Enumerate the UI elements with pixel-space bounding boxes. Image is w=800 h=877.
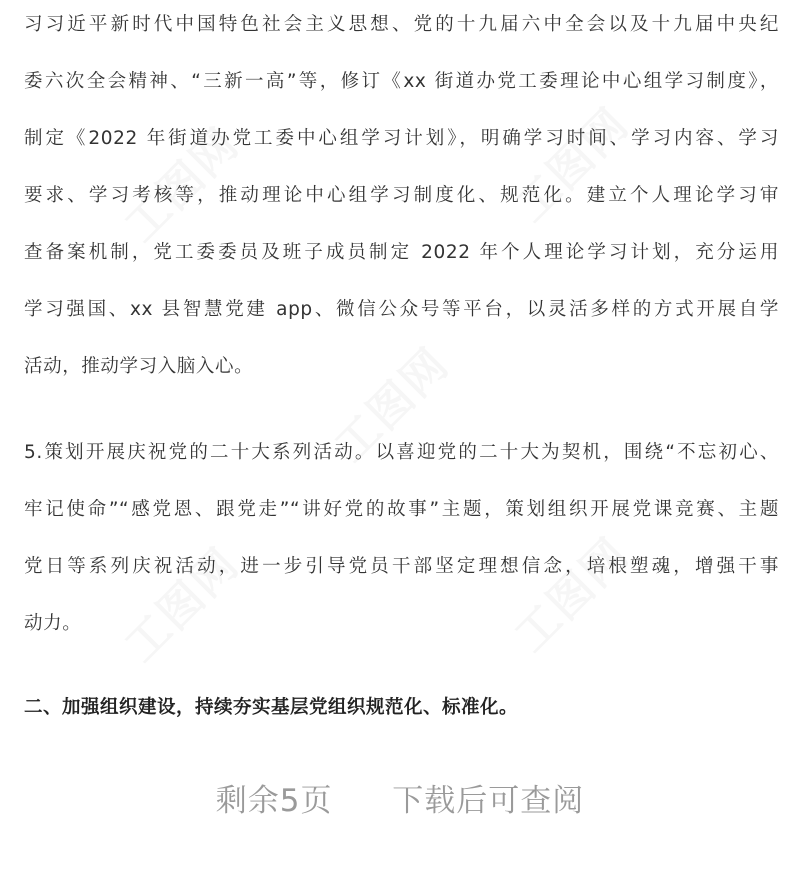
remaining-pages-count[interactable]: 剩余5页 [215,783,333,819]
remaining-pages-prompt[interactable] [0,775,800,820]
text-line: 5.策划开展庆祝党的二十大系列活动。以喜迎党的二十大为契机，围绕“不忘初心、 [24,442,779,463]
paragraph-celebration-activities [24,424,779,652]
text-line: 学习强国、xx 县智慧党建 app、微信公众号等平台，以灵活多样的方式开展自学 [24,299,779,320]
text-line: 查备案机制，党工委委员及班子成员制定 2022 年个人理论学习计划，充分运用 [24,242,779,263]
text-line: 要求、学习考核等，推动理论中心组学习制度化、规范化。建立个人理论学习审 [24,185,779,206]
text-line: 委六次全会精神、“三新一高”等，修订《xx 街道办党工委理论中心组学习制度》， [24,71,779,92]
paragraph-study-system [24,0,779,395]
watermark: 工图网 [505,528,640,663]
watermark: 工图网 [325,338,460,473]
watermark: 工图网 [505,98,640,233]
text-line: 习习近平新时代中国特色社会主义思想、党的十九届六中全会以及十九届中央纪 [24,14,779,35]
watermark: 工图网 [115,538,250,673]
text-line: 牢记使命”“感党恩、跟党走”“讲好党的故事”主题，策划组织开展党课竞赛、主题 [24,499,779,520]
watermark: 工图网 [115,118,250,253]
section-heading: 二、加强组织建设，持续夯实基层党组织规范化、标准化。 [24,697,519,718]
text-line: 动力。 [24,613,82,634]
text-line: 党日等系列庆祝活动，进一步引导党员干部坚定理想信念，培根塑魂，增强干事 [24,556,779,577]
download-to-view-link[interactable]: 下载后可查阅 [392,783,585,819]
text-line: 制定《2022 年街道办党工委中心组学习计划》，明确学习时间、学习内容、学习 [24,128,779,149]
text-line: 活动，推动学习入脑入心。 [24,356,254,377]
